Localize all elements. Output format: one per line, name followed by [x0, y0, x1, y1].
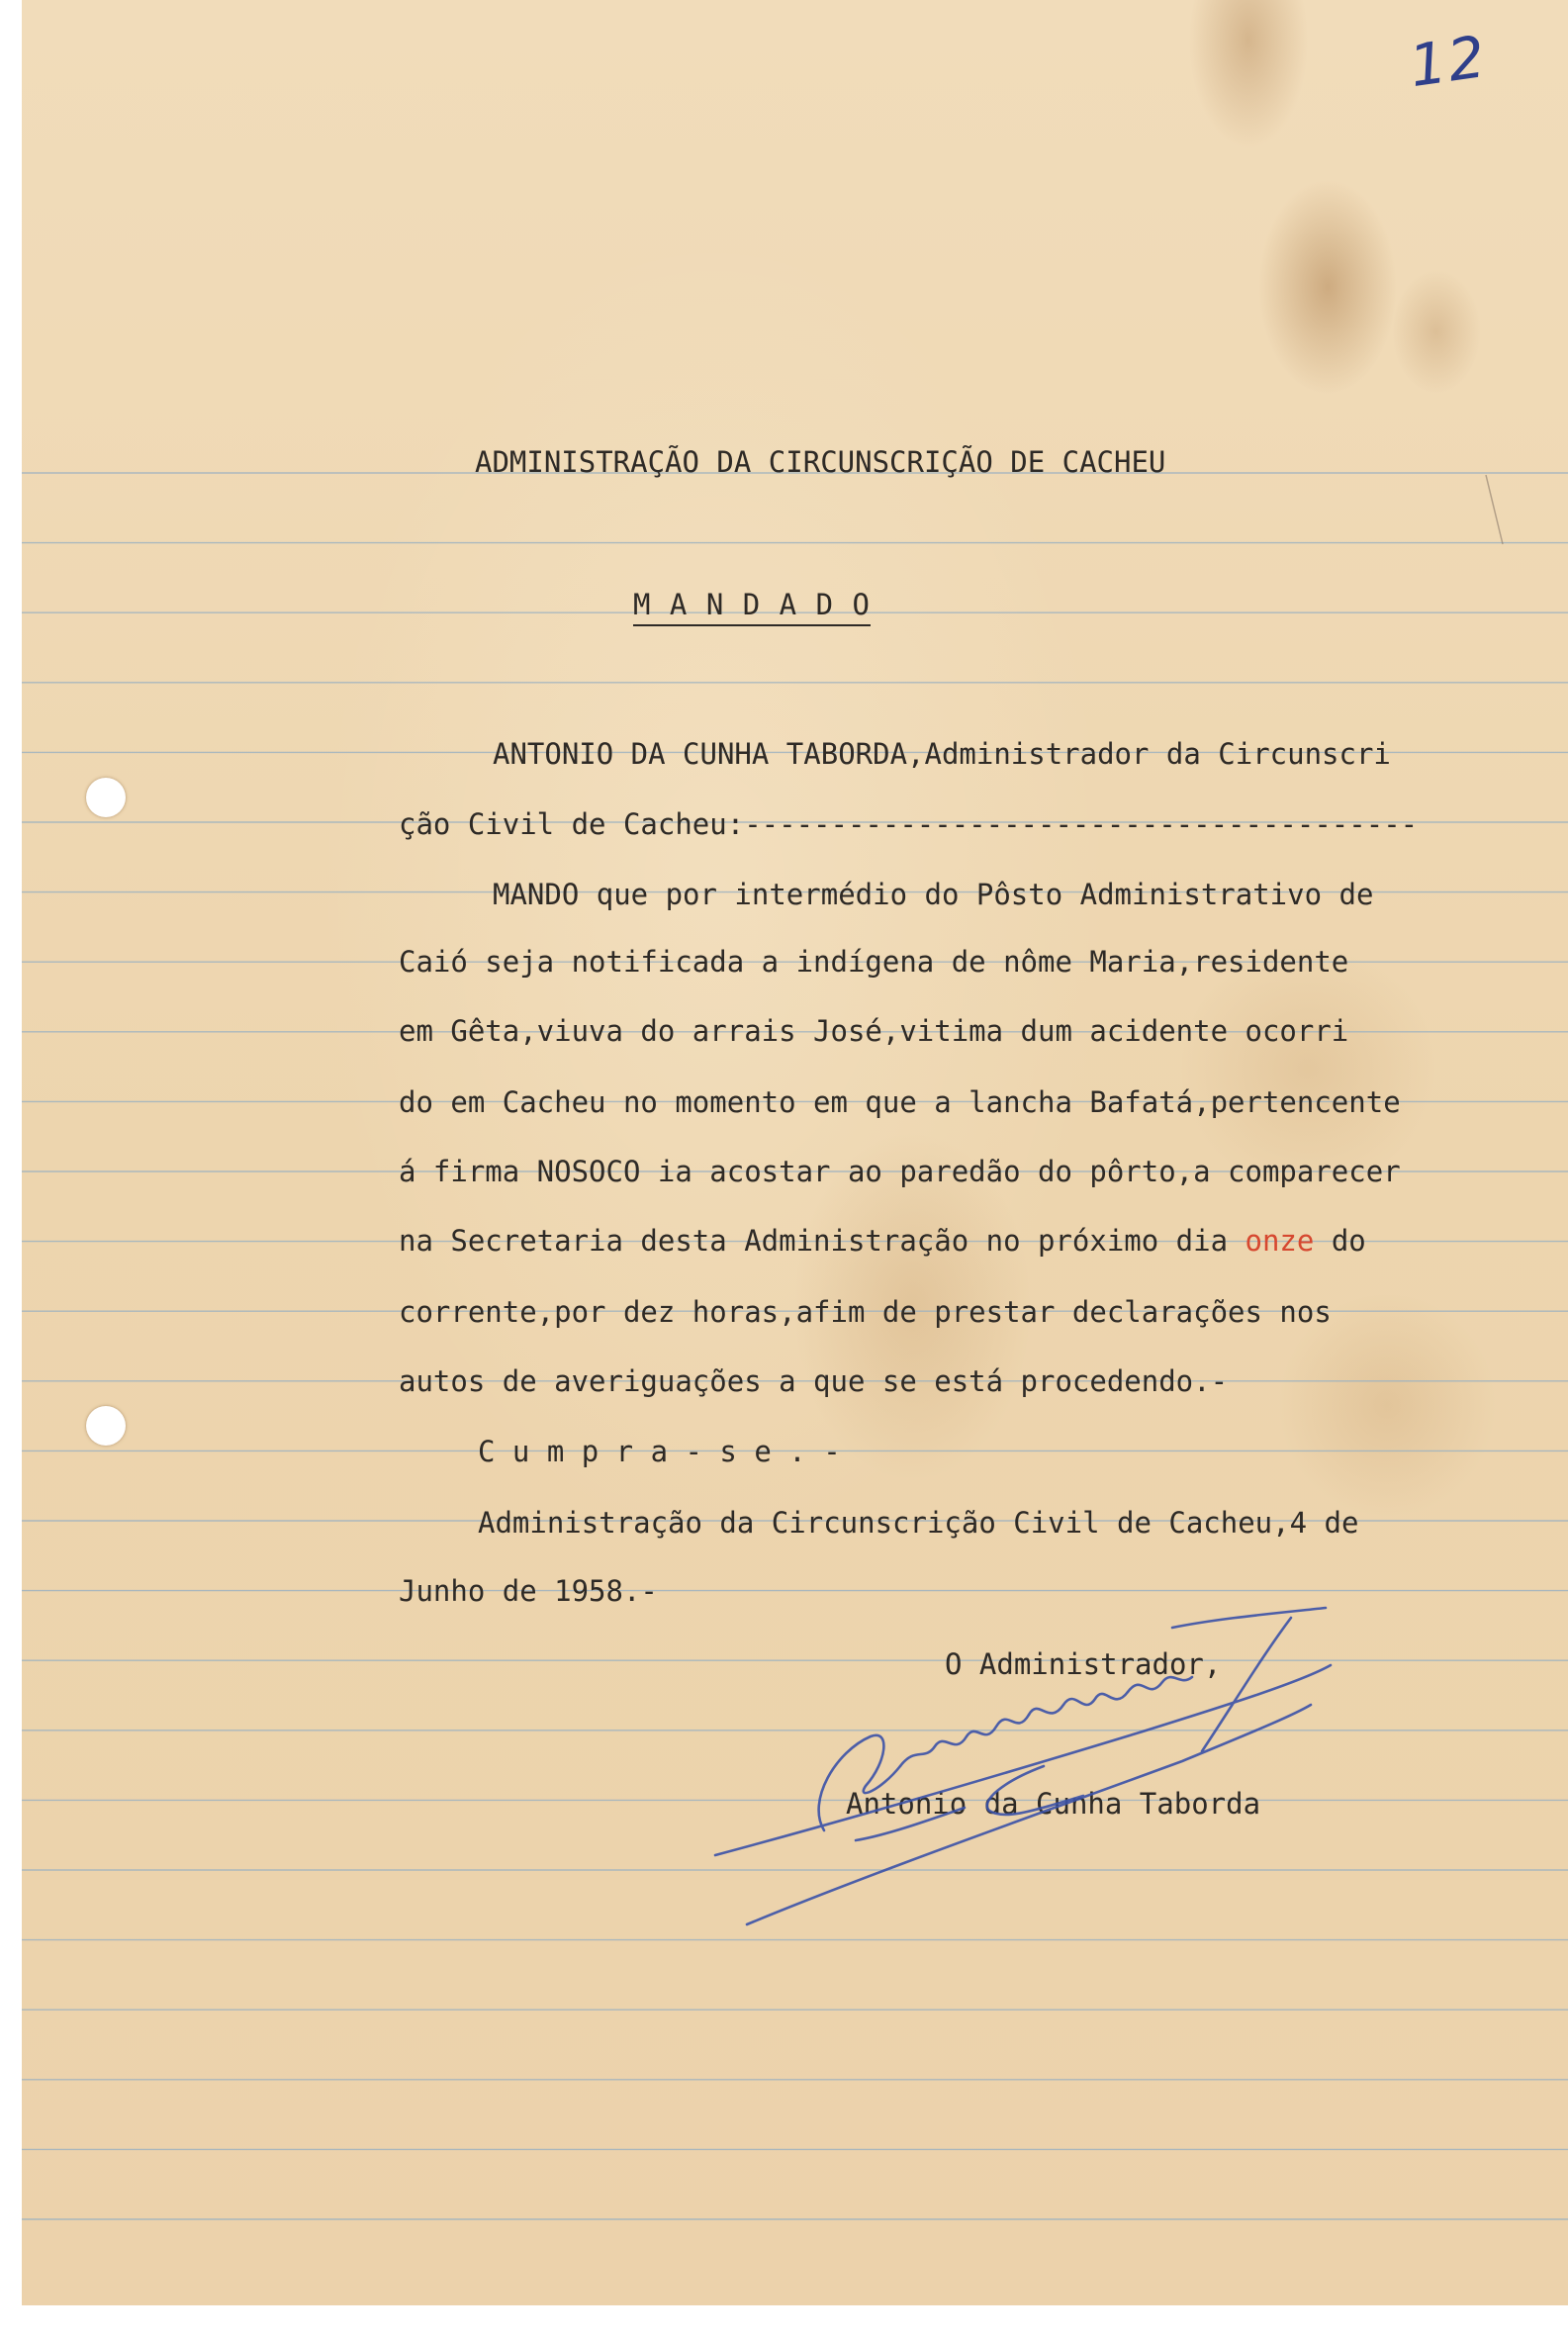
body-line-6: do em Cacheu no momento em que a lancha Bafatá,pertencente: [399, 1085, 1401, 1119]
body-line-8-start: na Secretaria desta Administração no próximo dia: [399, 1224, 1245, 1258]
body-line-2: ção Civil de Cacheu:---------------------------------------: [399, 807, 1419, 841]
handwritten-signature: [707, 1588, 1340, 1944]
office-heading: ADMINISTRAÇÃO DA CIRCUNSCRIÇÃO DE CACHEU: [475, 445, 1166, 479]
body-line-8: [399, 1224, 1366, 1258]
punch-hole-bottom: [86, 1406, 126, 1446]
body-line-8-end: do: [1314, 1224, 1366, 1258]
place-line: Administração da Circunscrição Civil de Cacheu,4 de: [478, 1506, 1359, 1540]
body-line-5: em Gêta,viuva do arrais José,vitima dum acidente ocorri: [399, 1014, 1349, 1048]
body-line-9: corrente,por dez horas,afim de prestar declarações nos: [399, 1295, 1332, 1329]
body-line-10: autos de averiguações a que se está procedendo.-: [399, 1364, 1229, 1398]
body-line-1: ANTONIO DA CUNHA TABORDA,Administrador da Circunscri: [493, 737, 1391, 771]
cumpra-se-line: C u m p r a - s e . -: [478, 1435, 841, 1468]
paper-sheet: [22, 0, 1568, 2305]
date-line: Junho de 1958.-: [399, 1574, 658, 1608]
document-title: M A N D A D O: [633, 588, 871, 621]
closing-role: O Administrador,: [945, 1647, 1222, 1681]
punch-hole-top: [86, 778, 126, 817]
body-line-7: á firma NOSOCO ia acostar ao paredão do pôrto,a comparecer: [399, 1155, 1401, 1188]
highlighted-day: onze: [1245, 1224, 1315, 1258]
body-line-4: Caió seja notificada a indígena de nôme Maria,residente: [399, 945, 1349, 979]
closing-name: Antonio da Cunha Taborda: [846, 1787, 1261, 1821]
body-line-3: MANDO que por intermédio do Pôsto Administrativo de: [493, 878, 1374, 911]
folio-number: 12: [1405, 22, 1492, 101]
